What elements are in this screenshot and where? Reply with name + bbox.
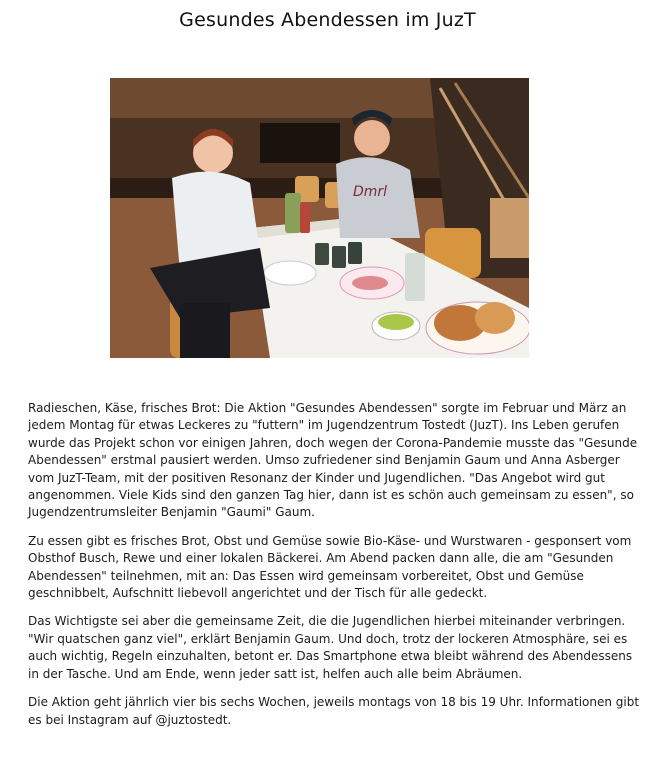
paragraph-3: Das Wichtigste sei aber die gemeinsame Zeit, die die Jugendlichen hierbei miteinander verbringen. "Wir quatschen ganz viel", erklärt Benjamin Gaum. Und doch, trotz der lockeren Atmosphäre, sei es auch wichtig, Regeln einzuhalten, betont er. Das Smartphone etwa bleibt während des Abendessens in der Tasche. Und am Ende, wenn jeder satt ist, helfen auch alle beim Abräumen. (28, 614, 633, 681)
sweater-print: Dmrl (353, 184, 388, 200)
dinner-photo-illustration (110, 78, 529, 358)
paragraph-4: Die Aktion geht jährlich vier bis sechs Wochen, jeweils montags von 18 bis 19 Uhr. Informationen gibt es bei Instagram auf @juztostedt. (28, 695, 640, 727)
article-body (28, 400, 640, 740)
article-photo (110, 78, 529, 358)
paragraph-2: Zu essen gibt es frisches Brot, Obst und Gemüse sowie Bio-Käse- und Wurstwaren - gesponsert vom Obsthof Busch, Rewe und einer lokalen Bäckerei. Am Abend packen dann alle, die am "Gesunden Abendessen" teilnehmen, mit an: Das Essen wird gemeinsam vorbereitet, Obst und Gemüse geschnibbelt, Aufschnitt liebevoll angerichtet und der Tisch für alle gedeckt. (28, 533, 632, 601)
page-title: Gesundes Abendessen im JuzT (179, 9, 476, 31)
paragraph-1: Radieschen, Käse, frisches Brot: Die Aktion "Gesundes Abendessen" sorgte im Februar und März an jedem Montag für etwas Leckeres zu "futtern" im Jugendzentrum Tostedt (JuzT). Ins Leben gerufen wurde das Projekt schon vor einigen Jahren, doch wegen der Corona-Pandemie musste das "Gesunde Abendessen" erstmal pausiert werden. Umso zufriedener sind Benjamin Gaum und Anna Asberger vom JuzT-Team, mit der positiven Resonanz der Kinder und Jugendlichen. "Das Angebot wird gut angenommen. Viele Kids sind den ganzen Tag hier, dann ist es schön auch gemeinsam zu essen", so Jugendzentrumsleiter Benjamin "Gaumi" Gaum. (28, 401, 638, 520)
